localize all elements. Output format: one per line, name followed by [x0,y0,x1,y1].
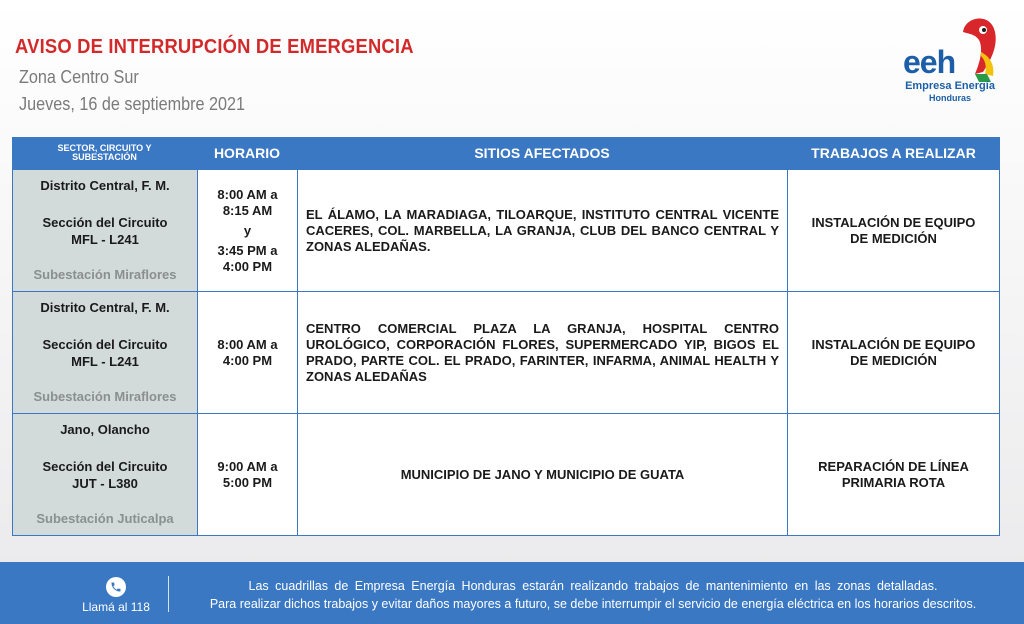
schedule-cell [197,170,297,291]
footer-divider [168,576,169,612]
phone-glyph [110,581,122,593]
schedule-cell [197,414,297,535]
affected-sites-text: EL ÁLAMO, LA MARADIAGA, TILOARQUE, INSTITUTO CENTRAL VICENTE CACERES, COL. MARBELLA, LA GRANJA, CLUB DEL BANCO CENTRAL Y ZONAS ALEDAÑAS. [306,206,779,254]
work-line: INSTALACIÓN DE EQUIPO [811,336,976,352]
schedule-line: 9:00 AM a [217,458,278,474]
table-row [12,413,1000,535]
substation-name: Subestación Miraflores [33,267,177,282]
substation-name: Subestación Miraflores [33,389,177,404]
logo-company-name: Empresa Energía [905,80,995,92]
schedule-line: 3:45 PM a [217,242,278,258]
circuit-code: MFL - L241 [71,231,139,247]
table-row [12,169,1000,291]
work-line: PRIMARIA ROTA [841,474,946,490]
district-name: Jano, Olancho [60,422,150,437]
work-line: DE MEDICIÓN [850,230,937,246]
work-line: REPARACIÓN DE LÍNEA [818,458,969,474]
date-subtitle: Jueves, 16 de septiembre 2021 [19,94,246,114]
work-line: INSTALACIÓN DE EQUIPO [811,214,976,230]
affected-sites-cell [297,414,787,535]
work-cell [787,414,1000,535]
substation-name: Subestación Juticalpa [36,511,174,526]
zone-subtitle: Zona Centro Sur [19,67,139,87]
affected-sites-cell [297,170,787,291]
logo-country: Honduras [928,93,971,103]
circuit-label: Sección del Circuito [42,214,168,230]
table-row [12,291,1000,413]
logo-wordmark: eeh [903,44,956,80]
schedule-line: 8:00 AM a [217,336,278,352]
table-header [12,137,1000,169]
schedule-line: 4:00 PM [222,352,273,368]
header-trabajos: TRABAJOS A REALIZAR [811,145,976,161]
header-horario: HORARIO [213,145,281,161]
sector-cell [12,170,197,291]
affected-sites-cell [297,292,787,413]
sector-cell [12,292,197,413]
schedule-line: 4:00 PM [222,258,273,274]
schedule-line: 5:00 PM [222,474,273,490]
schedule-line: 8:00 AM a [217,186,278,202]
work-cell [787,292,1000,413]
call-number-label[interactable]: Llamá al 118 [82,600,150,614]
schedule-line: 8:15 AM [222,202,273,218]
district-name: Distrito Central, F. M. [40,178,170,193]
footer-bar [0,562,1024,624]
affected-sites-text: CENTRO COMERCIAL PLAZA LA GRANJA, HOSPITAL CENTRO UROLÓGICO, CORPORACIÓN FLORES, SUPERMERCADO YIP, BIGOS EL PRADO, PARTE COL. EL PRADO, FARINTER, INFARMA, ANIMAL HEALTH Y ZONAS ALEDAÑAS [306,320,779,384]
header-sector-line1: SECTOR, CIRCUITO Y [57,143,152,153]
affected-sites-text: MUNICIPIO DE JANO Y MUNICIPIO DE GUATA [400,466,685,482]
work-cell [787,170,1000,291]
outage-table [12,137,1000,536]
schedule-line: y [243,222,252,238]
circuit-block [43,458,168,492]
header-sector [12,144,197,162]
footer-notice-line1: Las cuadrillas de Empresa Energía Honduras estarán realizando trabajos de mantenimiento en las zonas detalladas. [248,579,938,593]
circuit-code: JUT - L380 [72,475,138,491]
circuit-code: MFL - L241 [71,353,139,369]
district-name: Distrito Central, F. M. [40,300,170,315]
circuit-block [43,336,168,370]
footer-notice-line2: Para realizar dichos trabajos y evitar daños mayores a futuro, se debe interrumpir el servicio de energía eléctrica en los horarios descritos. [209,597,977,611]
circuit-label: Sección del Circuito [42,458,168,474]
header-sitios: SITIOS AFECTADOS [474,145,610,161]
page-title: AVISO DE INTERRUPCIÓN DE EMERGENCIA [15,36,414,58]
sector-cell [12,414,197,535]
schedule-cell [197,292,297,413]
circuit-block [43,214,168,248]
phone-icon[interactable] [106,577,126,597]
work-line: DE MEDICIÓN [850,352,937,368]
circuit-label: Sección del Circuito [42,336,168,352]
header-sector-line2: SUBESTACIÓN [72,152,137,162]
